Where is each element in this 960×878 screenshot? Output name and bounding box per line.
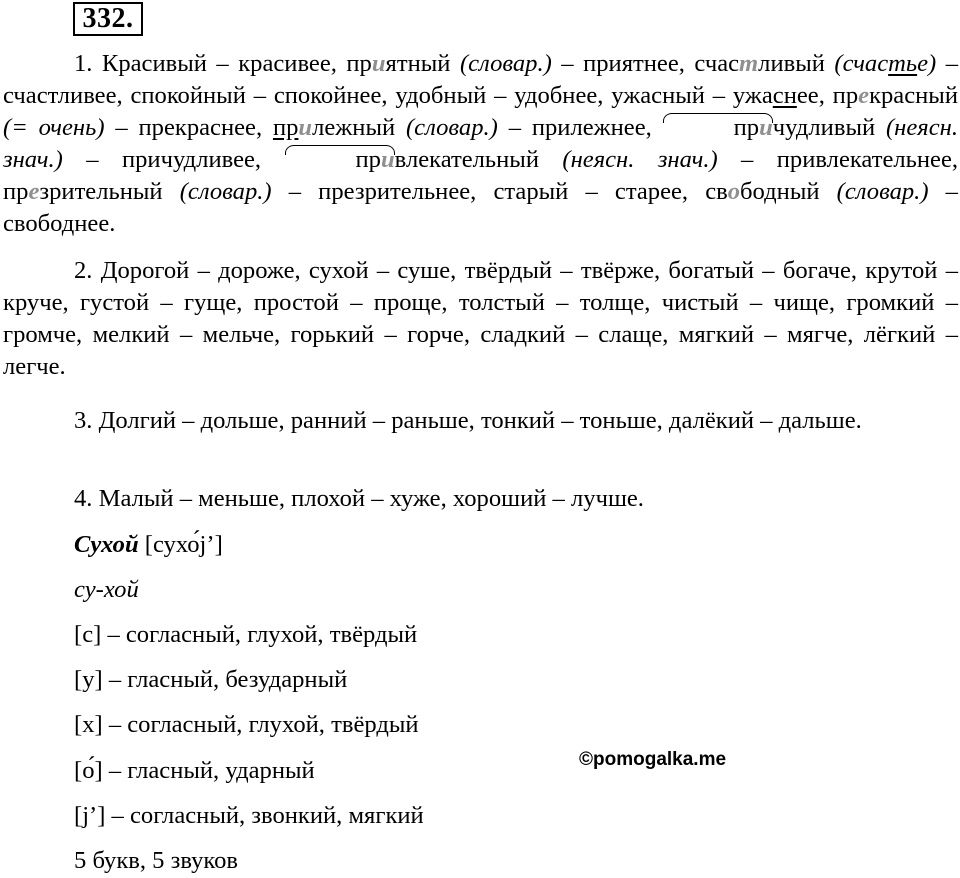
syllables: су-хой <box>74 576 139 603</box>
sound-line: [у] – гласный, безударный <box>74 666 348 693</box>
prefix-mark: при <box>663 112 773 144</box>
sound-line: [с] – согласный, глухой, твёрдый <box>74 621 418 648</box>
prefix-mark: при <box>285 144 395 176</box>
transcription: [сухо́j’] <box>138 531 223 558</box>
paragraph-3: 3. Долгий – дольше, ранний – раньше, тонкий – тоньше, далёкий – дальше. <box>74 407 862 434</box>
summary: 5 букв, 5 звуков <box>74 847 239 874</box>
sound-line: [j’] – согласный, звонкий, мягкий <box>74 802 424 829</box>
watermark: ©pomogalka.me <box>579 749 727 770</box>
sound-line: [х] – согласный, глухой, твёрдый <box>74 711 419 738</box>
paragraph-2: 2. Дорогой – дороже, сухой – суше, твёрдый – твёрже, богатый – богаче, крутой – круче, густой – гуще, простой – проще, толстый – толще, чистый – чище, громкий – громче, мелкий – мельче, горький – горче, сладкий – слаще, мягкий – мягче, лёгкий – легче. <box>3 257 958 380</box>
exercise-number: 332. <box>73 2 143 36</box>
analysis-word: Сухой <box>74 531 139 558</box>
paragraph-4: 4. Малый – меньше, плохой – хуже, хороший – лучше. <box>74 485 644 512</box>
sound-line: [о́] – гласный, ударный <box>74 757 315 784</box>
paragraph-1: 1. Красивый – красивее, приятный (словар.) – приятнее, счастливый (счастье) – счастливее, спокойный – спокойнее, удобный – удобнее, ужасный – ужаснее, прекрасный (= очень) – прекраснее, прилежный (словар.) – прилежнее, причудливый (неясн. знач.) – причудливее, привлекательный (неясн. знач.) – привлекательнее, презрительный (словар.) – презрительнее, старый – старее, свободный (словар.) – свободнее. <box>3 50 959 237</box>
analysis-heading <box>74 530 223 560</box>
